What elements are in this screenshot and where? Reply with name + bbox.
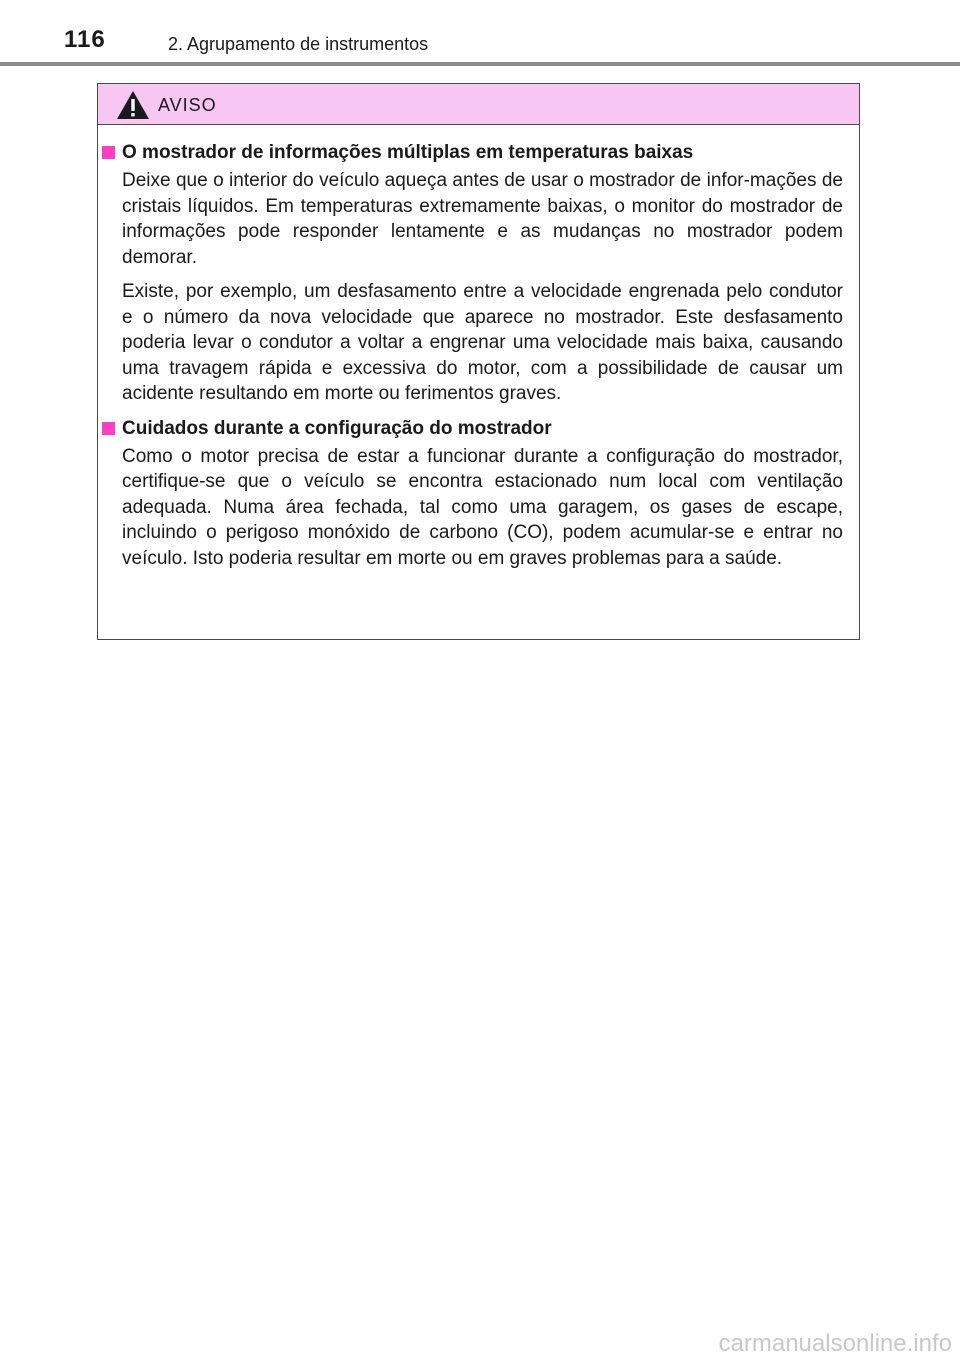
square-bullet-icon xyxy=(102,146,115,159)
paragraph: Deixe que o interior do veículo aqueça antes de usar o mostrador de infor-mações de cristais líquidos. Em temperaturas extremamente baixas, o monitor do mostrador de informações pode responder lentamente e as mudanças no mostrador podem demorar. xyxy=(122,170,843,268)
watermark: carmanualsonline.info xyxy=(718,1330,952,1357)
section-low-temperature xyxy=(98,140,859,407)
header-rule xyxy=(0,62,960,66)
warning-label: AVISO xyxy=(158,95,217,115)
warning-box xyxy=(97,83,860,640)
page-header xyxy=(0,0,960,66)
section-display-setup xyxy=(98,416,859,572)
square-bullet-icon xyxy=(102,422,115,435)
section-heading xyxy=(98,416,859,442)
page-number: 116 xyxy=(64,26,106,53)
chapter-title: 2. Agrupamento de instrumentos xyxy=(168,34,429,54)
warning-header xyxy=(98,84,859,125)
paragraph: Existe, por exemplo, um desfasamento entre a velocidade engrenada pelo condutor e o número da nova velocidade que aparece no mostrador. Este desfasamento poderia levar o condutor a voltar a engrenar uma velocidade mais baixa, causando uma travagem rápida e excessiva do motor, com a possibilidade de causar um acidente resultando em morte ou ferimentos graves. xyxy=(122,281,843,404)
paragraph: Como o motor precisa de estar a funcionar durante a configuração do mostrador, certifique-se que o veículo se encontra estacionado num local com ventilação adequada. Numa área fechada, tal como uma garagem, os gases de escape, incluindo o perigoso monóxido de carbono (CO), podem acumular-se e entrar no veículo. Isto poderia resultar em morte ou em graves problemas para a saúde. xyxy=(122,445,843,569)
warning-body xyxy=(98,140,859,580)
section-heading xyxy=(98,140,859,166)
section-heading-text: O mostrador de informações múltiplas em temperaturas baixas xyxy=(122,142,694,163)
warning-triangle-icon xyxy=(116,90,150,120)
section-heading-text: Cuidados durante a configuração do mostrador xyxy=(122,417,552,439)
